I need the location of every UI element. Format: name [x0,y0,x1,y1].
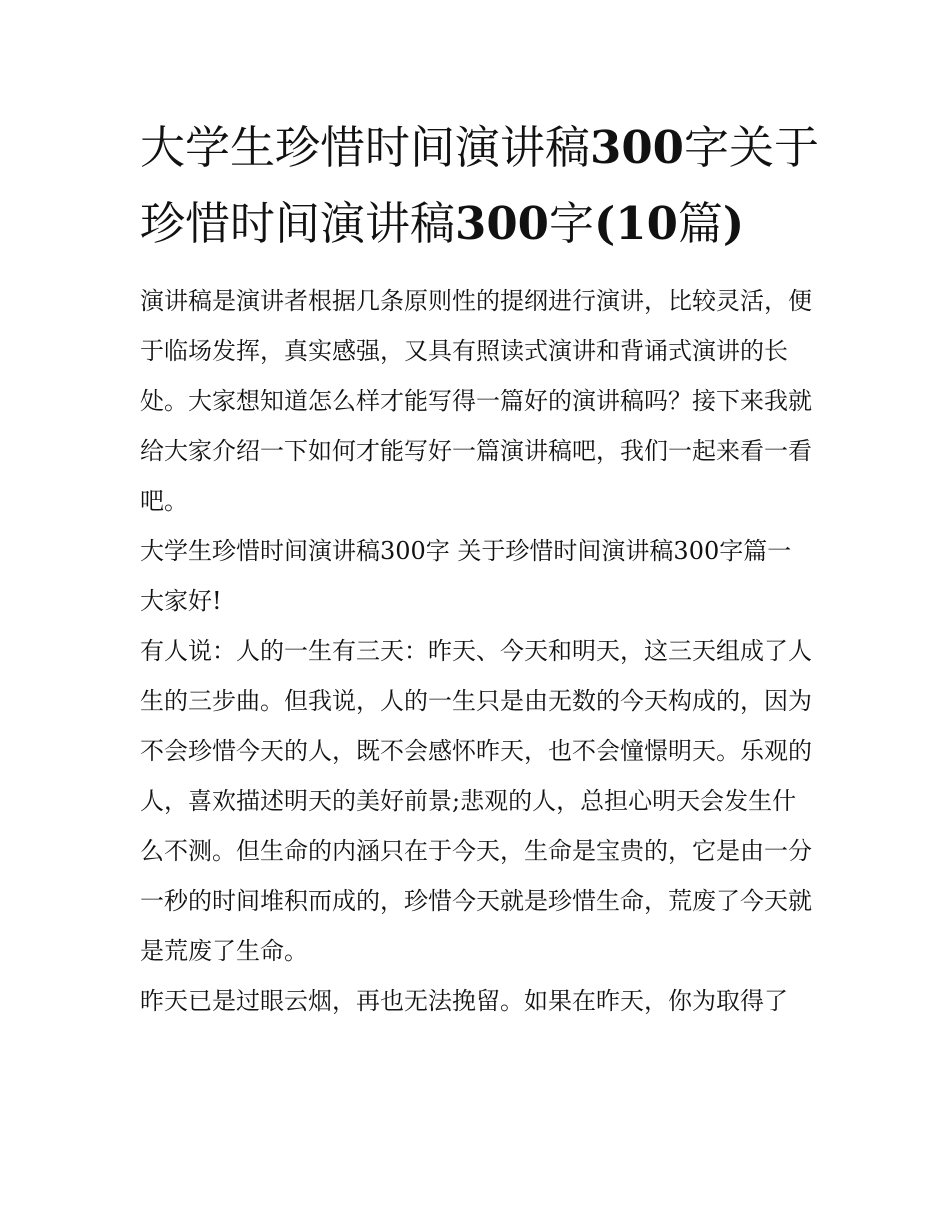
document-title: 大学生珍惜时间演讲稿300字关于珍惜时间演讲稿300字(10篇) [140,121,819,250]
paragraph-body-1: 有人说：人的一生有三天：昨天、今天和明天，这三天组成了人生的三步曲。但我说，人的一生只是由无数的今天构成的，因为不会珍惜今天的人，既不会感怀昨天，也不会憧憬明天。乐观的人，喜欢描述明天的美好前景;悲观的人，总担心明天会发生什么不测。但生命的内涵只在于今天，生命是宝贵的，它是由一分一秒的时间堆积而成的，珍惜今天就是珍惜生命，荒废了今天就是荒废了生命。 [140,637,812,965]
document-page [140,110,820,1026]
paragraph-section-heading: 大学生珍惜时间演讲稿300字 关于珍惜时间演讲稿300字篇一 大家好! [140,537,792,615]
paragraph-intro: 演讲稿是演讲者根据几条原则性的提纲进行演讲，比较灵活，便于临场发挥，真实感强，又具有照读式演讲和背诵式演讲的长处。大家想知道怎么样才能写得一篇好的演讲稿吗？接下来我就给大家介绍一下如何才能写好一篇演讲稿吧，我们一起来看一看吧。 [140,287,812,515]
paragraph-body-2: 昨天已是过眼云烟，再也无法挽留。如果在昨天，你为取得了 [140,987,788,1015]
